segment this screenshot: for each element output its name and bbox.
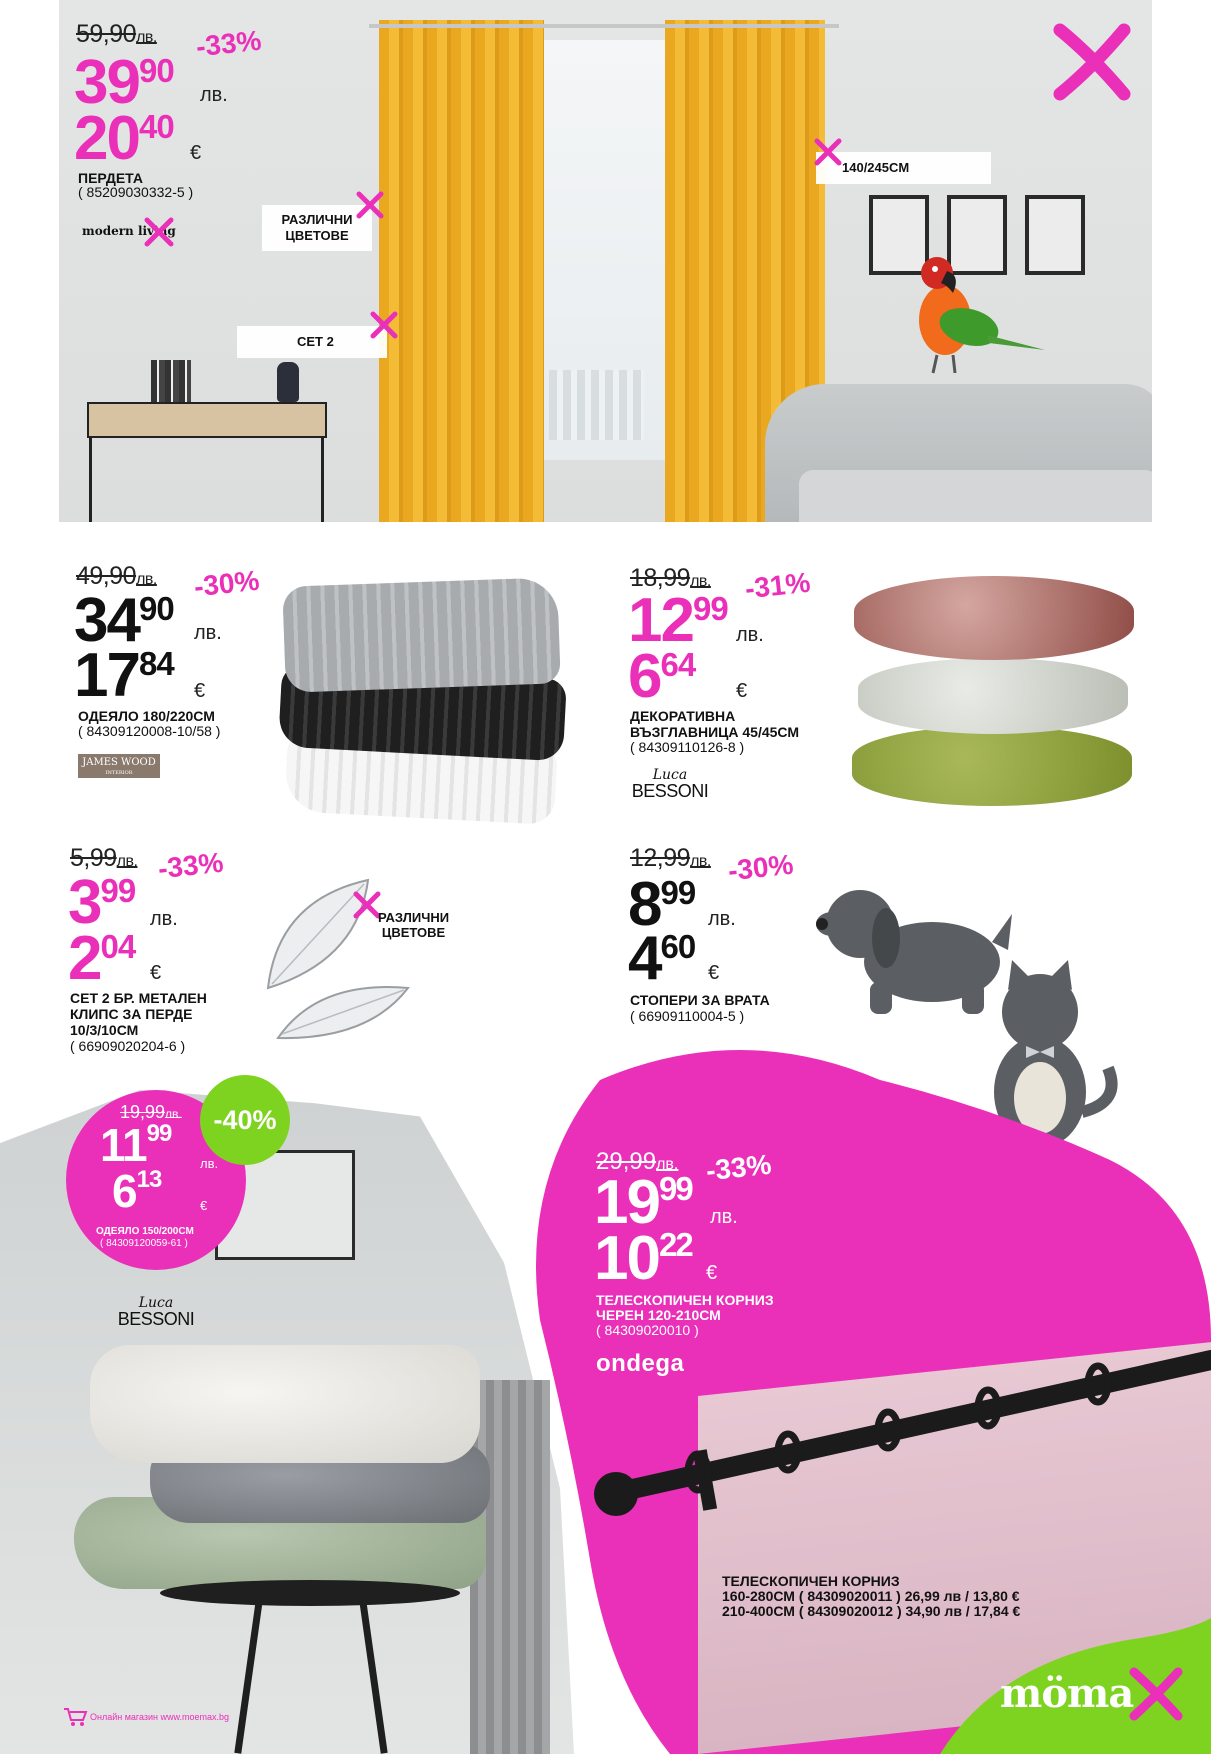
- stopper-price-bgn: $8^{99}$: [628, 870, 696, 939]
- rod-eur-currency: €: [706, 1262, 718, 1284]
- pillow-bgn-currency: лв.: [736, 624, 764, 646]
- tag-set-text: СЕТ 2: [297, 334, 334, 349]
- pillow-old-price: 18,99лв.: [630, 564, 711, 592]
- console-table: [87, 402, 327, 438]
- parrot-image: [897, 255, 1047, 390]
- stopper-product-code: ( 66909110004-5 ): [630, 1008, 745, 1024]
- leaf-clip-image: [258, 870, 428, 1050]
- price-decimals: 99: [100, 872, 136, 909]
- price-decimals: 64: [660, 646, 696, 683]
- throw-eur-currency: €: [200, 1198, 208, 1213]
- pillow-pink: [854, 576, 1134, 660]
- tag-size-text: 140/245CM: [842, 160, 910, 175]
- hero-price-bgn: $39^{90}$: [74, 48, 174, 117]
- hero-product-name: ПЕРДЕТА: [78, 170, 143, 186]
- table-leg: [321, 438, 324, 522]
- blanket-grey: [282, 577, 561, 693]
- old-currency: лв.: [116, 853, 138, 870]
- price-decimals: 84: [138, 645, 174, 682]
- price-decimals: 60: [660, 928, 696, 965]
- clip-price-bgn: $3^{99}$: [68, 868, 136, 937]
- blanket-discount: -30%: [192, 564, 261, 603]
- blanket-price-bgn: $34^{90}$: [74, 586, 174, 655]
- hero-photo: [59, 0, 1152, 522]
- x-marker-icon: [143, 216, 175, 248]
- blanket-bgn-currency: лв.: [194, 622, 222, 644]
- hero-product-code: ( 85209030332-5 ): [78, 184, 194, 200]
- rod-extra-line-2: 210-400СМ ( 84309020012 ) 34,90 лв / 17,84 €: [722, 1603, 1021, 1619]
- stopper-old-price: 12,99лв.: [630, 844, 711, 872]
- clip-tag-line-2: ЦВЕТОВЕ: [381, 925, 446, 940]
- hero-price-bgn-decimals: 90: [138, 52, 174, 89]
- brand-james-wood: [78, 754, 160, 778]
- rod-price-bgn: $19^{99}$: [594, 1168, 692, 1237]
- books: [151, 360, 191, 402]
- stopper-bgn-currency: лв.: [708, 908, 736, 930]
- brand-luca: Luca: [652, 767, 688, 783]
- rod-product-name-1: ТЕЛЕСКОПИЧЕН КОРНИЗ: [596, 1292, 774, 1308]
- old-currency: лв.: [690, 573, 711, 590]
- pillow-price-bgn: $12^{99}$: [628, 586, 728, 655]
- pillow-product-name-2: ВЪЗГЛАВНИЦА 45/45СМ: [630, 724, 800, 740]
- clip-tag-line-1: РАЗЛИЧНИ: [378, 910, 450, 925]
- curtain-left: [379, 20, 544, 522]
- price-decimals: 13: [136, 1166, 162, 1193]
- clip-bgn-currency: лв.: [150, 908, 178, 930]
- x-marker-icon: [369, 310, 399, 340]
- tag-set: [237, 326, 387, 358]
- clip-product-code: ( 66909020204-6 ): [70, 1038, 186, 1054]
- moemax-x-logo-icon: [1050, 20, 1134, 104]
- throw-bgn-currency: лв.: [200, 1156, 219, 1171]
- price-decimals: 99: [660, 874, 696, 911]
- brand-luca: Luca: [138, 1295, 174, 1311]
- brand-luca-bessoni: [630, 768, 710, 800]
- clip-product-name-2: КЛИПС ЗА ПЕРДЕ: [70, 1006, 193, 1022]
- clip-old-price: 5,99лв.: [70, 844, 138, 872]
- sofa-seat: [799, 470, 1152, 522]
- x-marker-icon: [813, 137, 843, 167]
- moemax-x-icon: [1126, 1664, 1186, 1724]
- hero-eur-currency: €: [190, 142, 202, 164]
- rod-extra-line-1: 160-280СМ ( 84309020011 ) 26,99 лв / 13,80 €: [722, 1588, 1020, 1604]
- blanket-price-eur: $17^{84}$: [74, 641, 174, 710]
- hero-price-eur-decimals: 40: [138, 108, 174, 145]
- brand-ondega: ondega: [596, 1350, 685, 1377]
- curtain-rod-image: [588, 1330, 1211, 1520]
- clip-discount: -33%: [156, 846, 225, 885]
- hero-discount: -33%: [194, 24, 263, 63]
- throw-discount-badge: [200, 1075, 290, 1165]
- rod-price-eur: $10^{22}$: [594, 1224, 692, 1293]
- pillows-image: [848, 576, 1138, 816]
- hero-price-eur: $20^{40}$: [74, 104, 174, 173]
- price-decimals: 22: [658, 1226, 692, 1263]
- clip-product-name-3: 10/3/10СМ: [70, 1022, 139, 1038]
- price-decimals: 04: [100, 928, 136, 965]
- price-decimals: 99: [692, 590, 728, 627]
- throw-brand-luca-bessoni: [116, 1296, 196, 1328]
- clip-eur-currency: €: [150, 962, 162, 984]
- brand-modern-living: modern living: [82, 224, 176, 238]
- brand-bessoni: BESSONI: [631, 781, 709, 801]
- throw-product-code: ( 84309120059-61 ): [100, 1238, 188, 1249]
- blanket-old-price: 49,90лв.: [76, 562, 157, 590]
- brand-james-wood-sub: INTERIOR: [105, 770, 133, 776]
- throw-old-price: 19,99лв.: [120, 1102, 182, 1122]
- blanket-eur-currency: €: [194, 680, 206, 702]
- price-decimals: 99: [146, 1120, 172, 1147]
- pillow-green: [852, 726, 1132, 806]
- moemax-logo: [1000, 1670, 1133, 1717]
- price-decimals: 99: [658, 1170, 692, 1207]
- clip-product-name-1: СЕТ 2 БР. МЕТАЛЕН: [70, 990, 207, 1006]
- curtain-rod: [369, 24, 839, 28]
- old-currency: лв.: [165, 1107, 182, 1121]
- old-currency: лв.: [136, 571, 157, 588]
- pillow-price-eur: $6^{64}$: [628, 642, 696, 711]
- stopper-eur-currency: €: [708, 962, 720, 984]
- old-currency: лв.: [690, 853, 711, 870]
- throw-product-name: ОДЕЯЛО 150/200СМ: [96, 1226, 194, 1237]
- stopper-product-name: СТОПЕРИ ЗА ВРАТА: [630, 992, 770, 1008]
- stopper-discount: -30%: [726, 848, 795, 887]
- blanket-product-name: ОДЕЯЛО 180/220СМ: [78, 708, 215, 724]
- rod-extra-info: [722, 1574, 1020, 1619]
- pillow-white: [858, 658, 1128, 734]
- throw-discount: -40%: [213, 1105, 277, 1135]
- price-decimals: 90: [138, 590, 174, 627]
- tag-colors-text: РАЗЛИЧНИ ЦВЕТОВЕ: [281, 212, 353, 243]
- vase: [277, 362, 299, 402]
- pillow-discount: -31%: [743, 566, 812, 605]
- clip-price-eur: $2^{04}$: [68, 924, 136, 993]
- rod-product-code: ( 84309020010 ): [596, 1322, 699, 1338]
- rod-product-name-2: ЧЕРЕН 120-210СМ: [596, 1307, 721, 1323]
- pillow-product-name-1: ДЕКОРАТИВНА: [630, 708, 736, 724]
- pillow-product-code: ( 84309110126-8 ): [630, 739, 745, 755]
- rod-bgn-currency: лв.: [710, 1206, 738, 1228]
- pillow-eur-currency: €: [736, 680, 748, 702]
- throw-price-bgn: $11^{99}$: [100, 1119, 172, 1171]
- stool-top: [160, 1580, 460, 1606]
- clip-tag: [378, 910, 449, 940]
- brand-bessoni: BESSONI: [117, 1309, 195, 1329]
- table-leg: [89, 438, 92, 522]
- old-currency: лв.: [136, 29, 157, 46]
- throw-price-eur: $6^{13}$: [112, 1165, 162, 1217]
- rod-old-price: 29,99лв.: [596, 1148, 679, 1175]
- hero-bgn-currency: лв.: [200, 84, 228, 106]
- rod-extra-title: ТЕЛЕСКОПИЧЕН КОРНИЗ: [722, 1573, 900, 1589]
- window-buildings: [549, 370, 644, 440]
- moemax-logo-text: möma: [1000, 1670, 1134, 1717]
- brand-james-wood-name: JAMES WOOD: [82, 757, 156, 768]
- online-shop-link[interactable]: Онлайн магазин www.moemax.bg: [90, 1712, 230, 1722]
- x-marker-icon: [355, 190, 385, 220]
- throws-image: [70, 1345, 510, 1675]
- shopping-cart-icon: [62, 1706, 88, 1728]
- blanket-image: [280, 570, 570, 840]
- stopper-price-eur: $4^{60}$: [628, 924, 696, 993]
- hero-old-price: 59,90лв.: [76, 20, 157, 48]
- blanket-product-code: ( 84309120008-10/58 ): [78, 723, 221, 739]
- throw-white: [90, 1345, 480, 1463]
- old-currency: лв.: [656, 1156, 679, 1173]
- rod-discount: -33%: [704, 1148, 773, 1187]
